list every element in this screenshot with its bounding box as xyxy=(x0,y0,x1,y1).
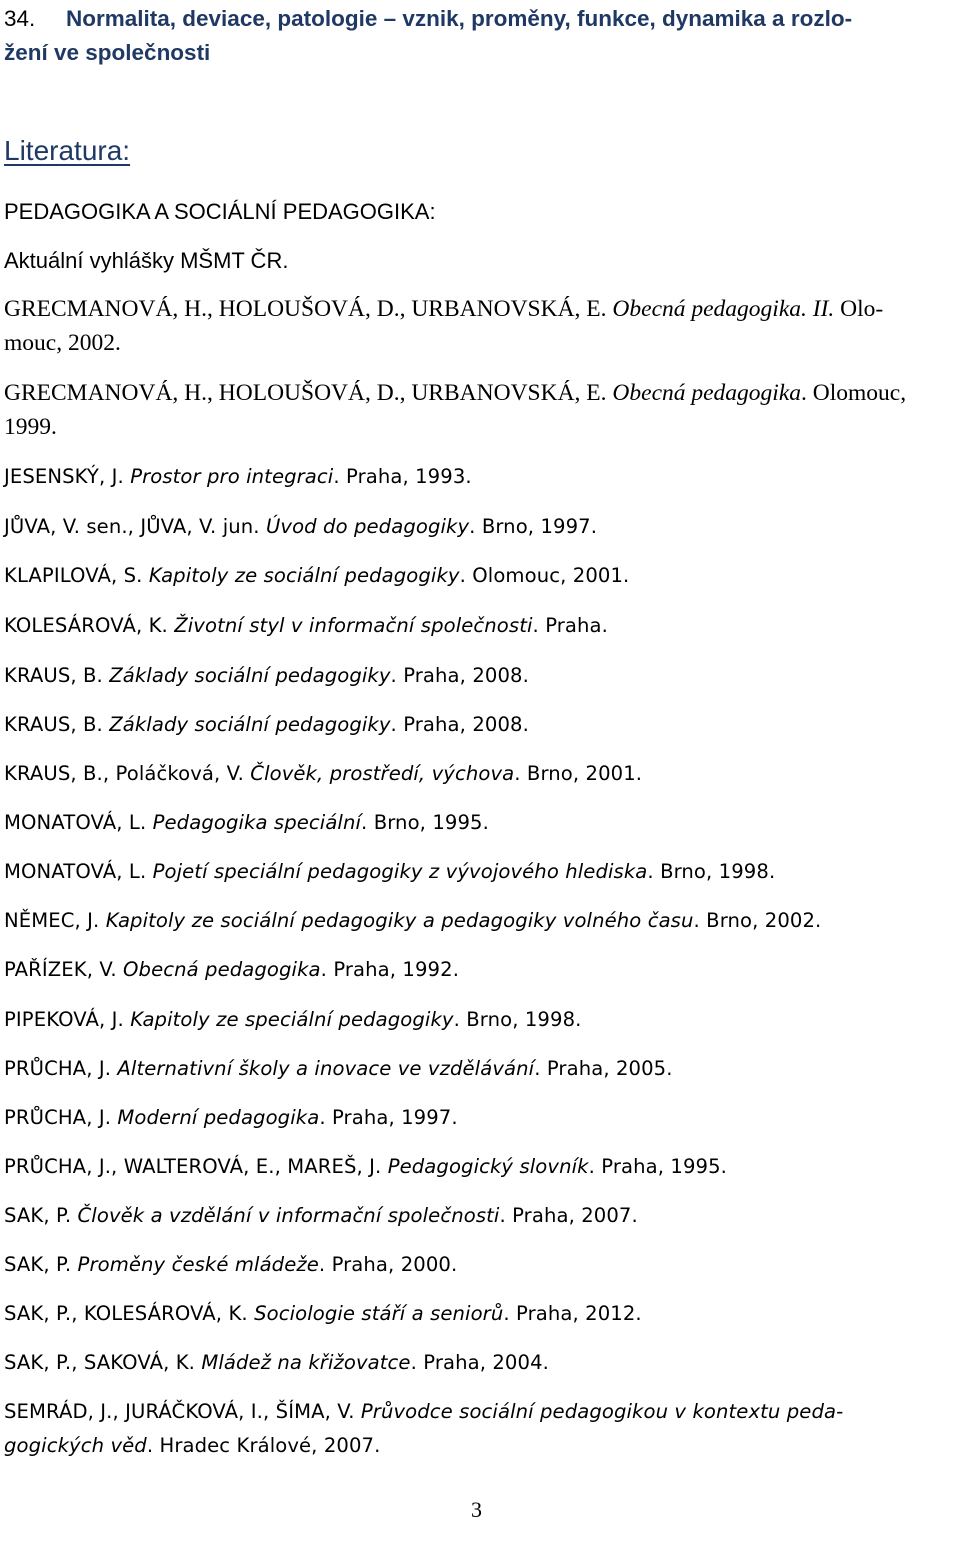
reference-rest: . Olomouc, 2001. xyxy=(459,564,630,587)
reference-authors: SAK, P. xyxy=(4,1253,78,1276)
reference-rest: . Praha. xyxy=(532,614,608,637)
reference-title: Pojetí speciální pedagogiky z vývojového hlediska xyxy=(152,860,648,883)
reference-authors: SAK, P., KOLESÁROVÁ, K. xyxy=(4,1302,255,1325)
reference-authors: PAŘÍZEK, V. xyxy=(4,958,124,981)
reference-authors: MONATOVÁ, L. xyxy=(4,811,153,834)
reference-item xyxy=(4,462,472,492)
reference-item xyxy=(4,611,608,641)
reference-rest: . Praha, 2004. xyxy=(410,1351,549,1374)
reference-authors: JESENSKÝ, J. xyxy=(4,465,131,488)
reference-item xyxy=(4,759,642,789)
reference-authors: GRECMANOVÁ, H., HOLOUŠOVÁ, D., URBANOVSKÁ, E. xyxy=(4,380,613,406)
reference-rest: . Praha, 2008. xyxy=(390,713,529,736)
reference-title: Životní styl v informační společnosti xyxy=(174,614,533,637)
reference-item xyxy=(4,512,597,542)
reference-title: Pedagogický slovník xyxy=(387,1155,589,1178)
reference-rest: . Olomouc, xyxy=(801,380,907,406)
page-number: 3 xyxy=(471,1497,482,1522)
reference-authors: NĚMEC, J. xyxy=(4,909,106,932)
reference-item xyxy=(4,1397,843,1427)
reference-title: Kapitoly ze sociální pedagogiky a pedagogiky volného času xyxy=(105,909,694,932)
reference-rest: . Praha, 2007. xyxy=(499,1204,638,1227)
reference-title: Proměny české mládeže xyxy=(77,1253,319,1276)
reference-rest: . Praha, 1995. xyxy=(588,1155,727,1178)
reference-continuation xyxy=(4,1431,380,1461)
reference-authors: KOLESÁROVÁ, K. xyxy=(4,614,175,637)
reference-rest: . Brno, 2002. xyxy=(693,909,822,932)
reference-authors: PRŮCHA, J., WALTEROVÁ, E., MAREŠ, J. xyxy=(4,1155,388,1178)
reference-title: Kapitoly ze speciální pedagogiky xyxy=(130,1008,454,1031)
reference-continuation: mouc, 2002. xyxy=(4,330,121,356)
reference-title: Základy sociální pedagogiky xyxy=(109,664,391,687)
reference-authors: SAK, P., SAKOVÁ, K. xyxy=(4,1351,202,1374)
reference-title: Základy sociální pedagogiky xyxy=(109,713,391,736)
reference-rest: . Brno, 1995. xyxy=(361,811,489,834)
intro-line: Aktuální vyhlášky MŠMT ČR. xyxy=(4,248,289,273)
reference-title: Moderní pedagogika xyxy=(117,1106,320,1129)
reference-rest: . Praha, 1992. xyxy=(320,958,460,981)
reference-title: Úvod do pedagogiky xyxy=(265,515,470,538)
reference-rest: Olo- xyxy=(834,296,884,322)
reference-item xyxy=(4,1005,581,1035)
reference-authors: PRŮCHA, J. xyxy=(4,1106,118,1129)
reference-rest-continuation: . Hradec Králové, 2007. xyxy=(146,1434,381,1457)
reference-title: Člověk, prostředí, výchova xyxy=(250,762,515,785)
reference-rest: . Praha, 2008. xyxy=(390,664,529,687)
reference-item xyxy=(4,378,906,408)
reference-authors: KRAUS, B., Poláčková, V. xyxy=(4,762,251,785)
reference-authors: JŮVA, V. sen., JŮVA, V. jun. xyxy=(4,515,266,538)
reference-title: Prostor pro integraci xyxy=(130,465,334,488)
reference-authors: SAK, P. xyxy=(4,1204,78,1227)
category-subheading: PEDAGOGIKA A SOCIÁLNÍ PEDAGOGIKA: xyxy=(4,199,436,224)
reference-authors: KLAPILOVÁ, S. xyxy=(4,564,149,587)
reference-rest: . Praha, 2012. xyxy=(503,1302,642,1325)
reference-item xyxy=(4,1152,727,1182)
reference-item xyxy=(4,1103,458,1133)
reference-item xyxy=(4,906,821,936)
reference-rest: . Praha, 1993. xyxy=(333,465,472,488)
reference-item xyxy=(4,710,529,740)
reference-title: Sociologie stáří a seniorů xyxy=(254,1302,504,1325)
reference-title: Člověk a vzdělání v informační společnosti xyxy=(77,1204,500,1227)
reference-authors: MONATOVÁ, L. xyxy=(4,860,153,883)
reference-continuation: 1999. xyxy=(4,414,57,440)
reference-authors: GRECMANOVÁ, H., HOLOUŠOVÁ, D., URBANOVSKÁ, E. xyxy=(4,296,613,322)
reference-item xyxy=(4,1250,457,1280)
reference-title: Obecná pedagogika. II. xyxy=(612,296,835,322)
section-title-line2: žení ve společnosti xyxy=(4,40,211,65)
reference-title: Mládež na křižovatce xyxy=(201,1351,411,1374)
reference-authors: PRŮCHA, J. xyxy=(4,1057,118,1080)
reference-item xyxy=(4,808,489,838)
reference-authors: KRAUS, B. xyxy=(4,664,110,687)
reference-title: Obecná pedagogika xyxy=(612,380,802,406)
reference-title: Průvodce sociální pedagogikou v kontextu peda- xyxy=(360,1400,844,1423)
reference-rest: . Praha, 2000. xyxy=(318,1253,458,1276)
literature-heading: Literatura: xyxy=(4,135,131,166)
reference-authors: PIPEKOVÁ, J. xyxy=(4,1008,131,1031)
reference-title-continuation: gogických věd xyxy=(4,1434,147,1457)
reference-title: Obecná pedagogika xyxy=(123,958,321,981)
section-number: 34. xyxy=(4,6,36,31)
reference-item xyxy=(4,561,629,591)
reference-item xyxy=(4,1299,642,1329)
reference-rest: . Brno, 2001. xyxy=(514,762,643,785)
reference-item xyxy=(4,1201,638,1231)
reference-rest: . Brno, 1997. xyxy=(469,515,598,538)
reference-rest: . Praha, 1997. xyxy=(319,1106,458,1129)
reference-item xyxy=(4,857,775,887)
section-heading xyxy=(4,2,954,70)
reference-item xyxy=(4,661,529,691)
reference-rest: . Brno, 1998. xyxy=(453,1008,582,1031)
reference-item xyxy=(4,1054,673,1084)
reference-authors: SEMRÁD, J., JURÁČKOVÁ, I., ŠÍMA, V. xyxy=(4,1400,361,1423)
reference-title: Pedagogika speciální xyxy=(152,811,362,834)
reference-rest: . Brno, 1998. xyxy=(647,860,776,883)
reference-item xyxy=(4,294,883,324)
reference-title: Alternativní školy a inovace ve vzdělávání xyxy=(117,1057,535,1080)
reference-authors: KRAUS, B. xyxy=(4,713,110,736)
reference-item xyxy=(4,955,459,985)
reference-rest: . Praha, 2005. xyxy=(534,1057,673,1080)
section-title-line1: Normalita, deviace, patologie – vznik, proměny, funkce, dynamika a rozlo- xyxy=(66,6,853,31)
reference-title: Kapitoly ze sociální pedagogiky xyxy=(148,564,460,587)
reference-item xyxy=(4,1348,549,1378)
